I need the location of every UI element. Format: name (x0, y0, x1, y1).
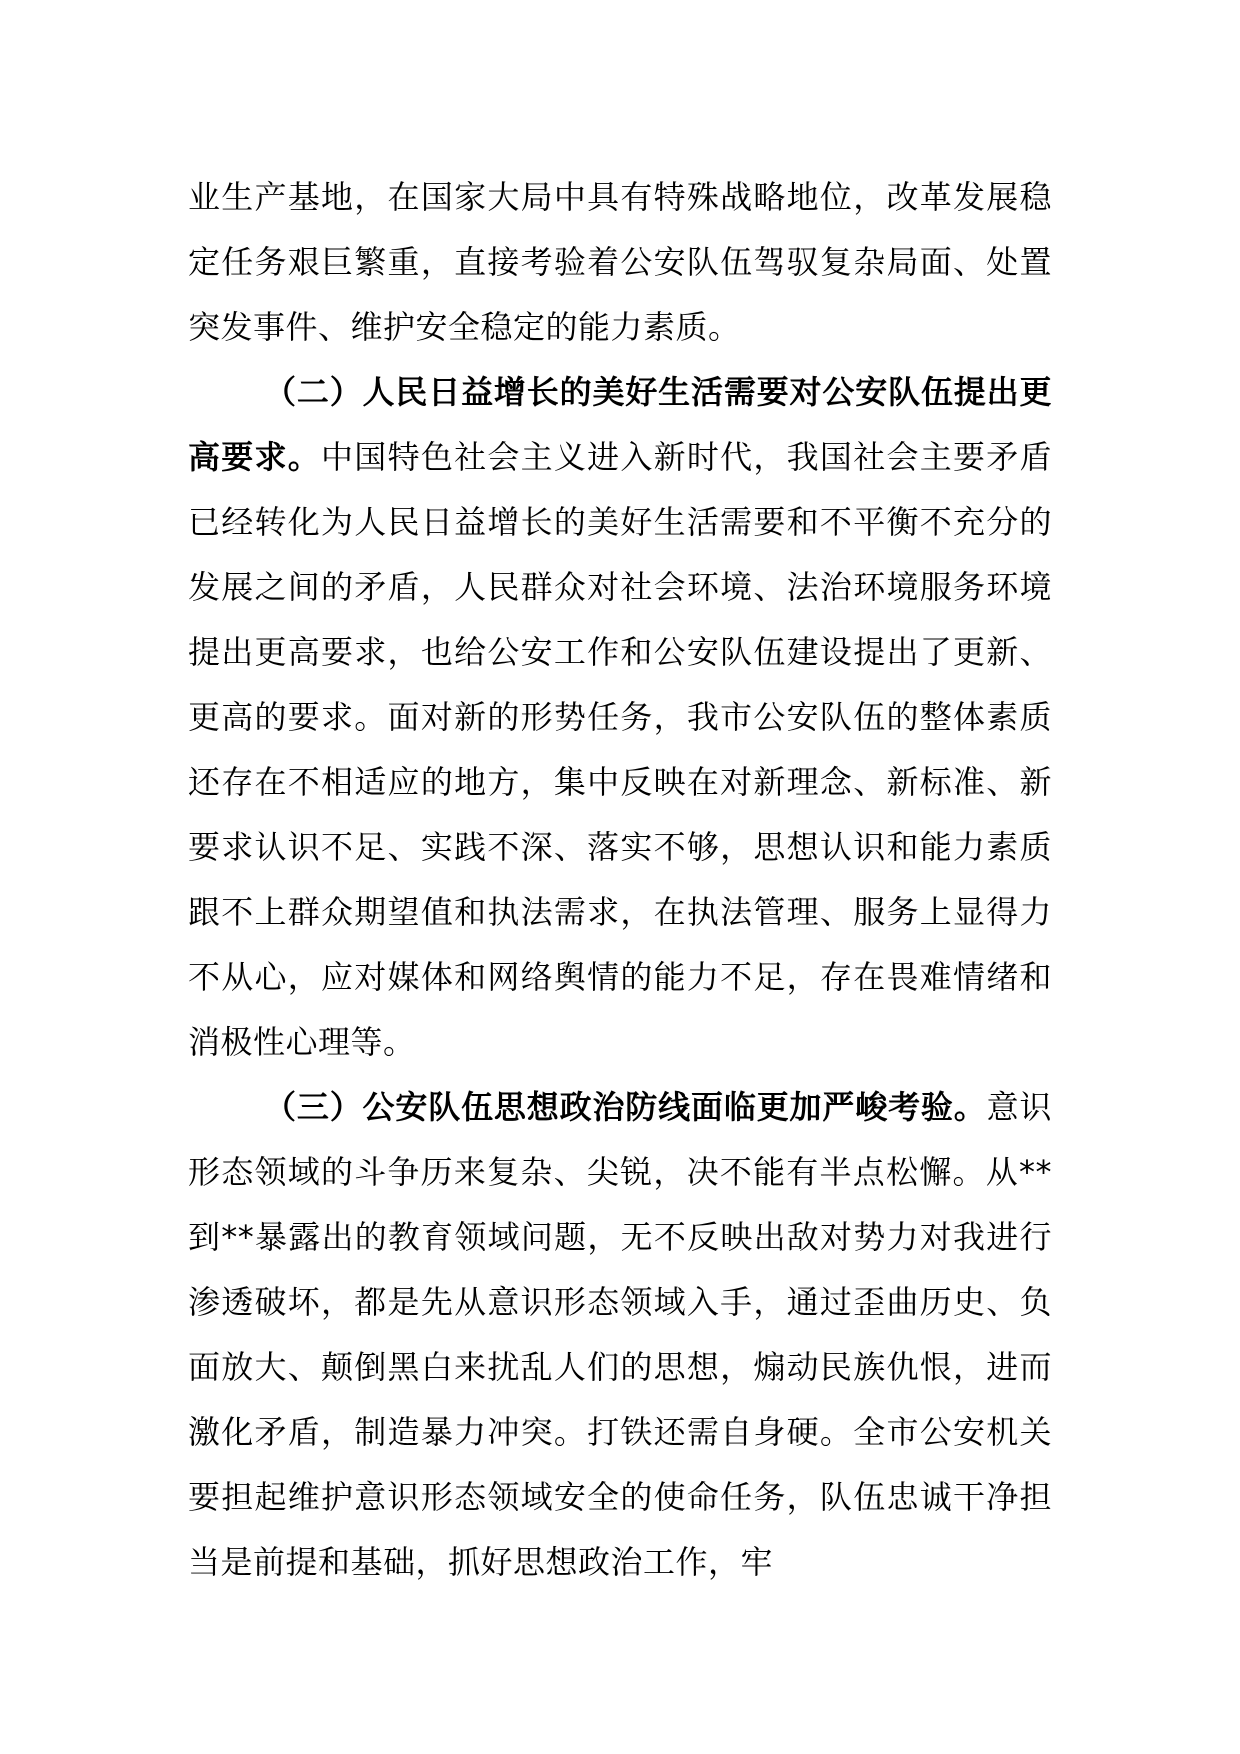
paragraph-body: 意识形态领域的斗争历来复杂、尖锐，决不能有半点松懈。从**到**暴露出的教育领域问题，无不反映出敌对势力对我进行渗透破坏，都是先从意识形态领域入手，通过歪曲历史、负面放大、颠倒黑白来扰乱人们的思想，煽动民族仇恨，进而激化矛盾，制造暴力冲突。打铁还需自身硬。全市公安机关要担起维护意识形态领域安全的使命任务，队伍忠诚干净担当是前提和基础，抓好思想政治工作，牢 (188, 1088, 1052, 1581)
paragraph-body: 业生产基地，在国家大局中具有特殊战略地位，改革发展稳定任务艰巨繁重，直接考验着公安队伍驾驭复杂局面、处置突发事件、维护安全稳定的能力素质。 (188, 178, 1052, 346)
section-heading-2: （二）人民日益增长的美好生活需要对公安队伍提出更高要求。 (188, 373, 1052, 476)
paragraph-section-2 (188, 360, 1052, 1075)
section-heading-3: （三）公安队伍思想政治防线面临更加严峻考验。 (264, 1088, 987, 1126)
paragraph-section-3 (188, 1075, 1052, 1595)
paragraph-body: 中国特色社会主义进入新时代，我国社会主要矛盾已经转化为人民日益增长的美好生活需要和不平衡不充分的发展之间的矛盾，人民群众对社会环境、法治环境服务环境提出更高要求，也给公安工作和公安队伍建设提出了更新、更高的要求。面对新的形势任务，我市公安队伍的整体素质还存在不相适应的地方，集中反映在对新理念、新标准、新要求认识不足、实践不深、落实不够，思想认识和能力素质跟不上群众期望值和执法需求，在执法管理、服务上显得力不从心，应对媒体和网络舆情的能力不足，存在畏难情绪和消极性心理等。 (188, 438, 1052, 1061)
paragraph-continuation (188, 165, 1052, 360)
document-body (188, 165, 1052, 1595)
